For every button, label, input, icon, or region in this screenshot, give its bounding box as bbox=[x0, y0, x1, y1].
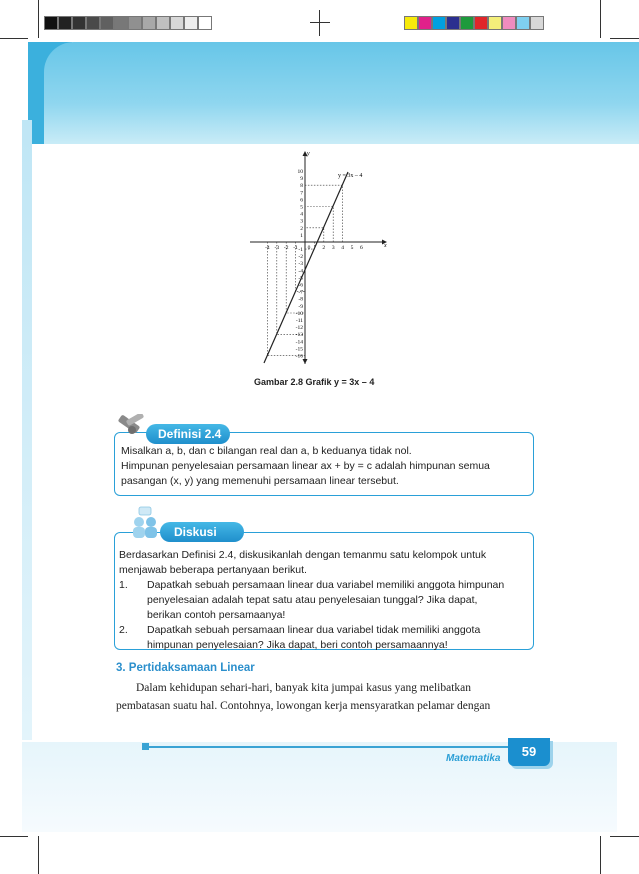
crop-mark bbox=[610, 38, 639, 39]
y-tick: -1 bbox=[298, 247, 303, 253]
crop-mark bbox=[0, 38, 28, 39]
x-tick: 6 bbox=[360, 245, 363, 251]
y-tick: -15 bbox=[295, 346, 303, 353]
paragraph-line: pembatasan suatu hal. Contohnya, lowongan kerja mensyaratkan pelamar dengan bbox=[116, 700, 491, 712]
page-number: 59 bbox=[521, 744, 537, 759]
question-line: Dapatkah sebuah persamaan linear dua variabel memiliki anggota himpunan bbox=[147, 579, 505, 591]
header-band bbox=[44, 42, 639, 144]
y-tick: 9 bbox=[300, 176, 303, 183]
crop-mark bbox=[610, 836, 639, 837]
y-tick-labels-negative bbox=[296, 247, 304, 360]
x-tick: 5 bbox=[350, 245, 354, 251]
y-tick: 3 bbox=[300, 218, 303, 225]
y-tick: -12 bbox=[295, 325, 303, 332]
section-heading: 3. Pertidaksamaan Linear bbox=[116, 662, 255, 674]
question-number: 2. bbox=[119, 624, 128, 636]
equation-label: y = 3x – 4 bbox=[338, 173, 363, 179]
discussion-intro: Berdasarkan Definisi 2.4, diskusikanlah dengan temanmu satu kelompok untuk bbox=[119, 549, 487, 561]
definition-line: pasangan (x, y) yang memenuhi persamaan linear tersebut. bbox=[121, 475, 399, 487]
definition-title-text: Definisi 2.4 bbox=[158, 427, 222, 441]
footer-dot bbox=[142, 743, 149, 750]
footer-line bbox=[148, 746, 508, 748]
y-tick: -10 bbox=[295, 310, 303, 317]
crop-mark bbox=[38, 0, 39, 38]
y-tick: -14 bbox=[295, 339, 303, 346]
discussion-title-text: Diskusi bbox=[174, 525, 217, 539]
y-tick: 8 bbox=[300, 183, 303, 190]
question-line: himpunan penyelesaian? Jika dapat, beri contoh persamaannya! bbox=[147, 639, 448, 651]
definition-title bbox=[146, 424, 230, 444]
definition-line: Himpunan penyelesaian persamaan linear ax + by = c adalah himpunan semua bbox=[121, 460, 490, 472]
y-tick: -3 bbox=[298, 261, 303, 268]
x-tick: 0 bbox=[307, 245, 311, 251]
y-axis-label: y bbox=[307, 151, 310, 157]
discussion-intro: menjawab beberapa pertanyaan berikut. bbox=[119, 564, 307, 576]
x-tick: -4 bbox=[265, 245, 270, 251]
x-tick: -3 bbox=[274, 245, 280, 251]
y-tick: -11 bbox=[295, 318, 303, 324]
crop-mark bbox=[600, 836, 601, 874]
x-tick: 3 bbox=[331, 245, 335, 251]
registration-mark bbox=[319, 10, 320, 36]
y-tick: -9 bbox=[298, 303, 303, 310]
question-line: penyelesaian adalah tepat satu atau penyelesaian tunggal? Jika dapat, bbox=[147, 594, 478, 606]
crop-mark bbox=[38, 836, 39, 874]
book-title: Matematika bbox=[446, 753, 501, 764]
line-graph bbox=[240, 150, 390, 370]
left-strip bbox=[22, 120, 32, 740]
page-number-box bbox=[508, 738, 550, 766]
registration-mark bbox=[310, 22, 330, 23]
figure-caption: Gambar 2.8 Grafik y = 3x – 4 bbox=[254, 377, 375, 387]
y-tick: -2 bbox=[298, 254, 303, 261]
paragraph-line: Dalam kehidupan sehari-hari, banyak kita jumpai kasus yang melibatkan bbox=[136, 682, 471, 694]
crop-mark bbox=[600, 0, 601, 38]
x-tick: -2 bbox=[283, 245, 289, 251]
y-axis-arrow-down bbox=[303, 359, 308, 364]
y-tick: -13 bbox=[295, 332, 303, 339]
y-tick: 5 bbox=[300, 204, 303, 211]
y-tick: -8 bbox=[298, 296, 303, 303]
y-tick: -16 bbox=[295, 353, 303, 360]
y-tick: 1 bbox=[300, 232, 303, 239]
y-tick: 4 bbox=[300, 211, 303, 218]
pin-icon bbox=[116, 414, 150, 442]
y-tick: 6 bbox=[300, 197, 303, 204]
x-axis-label: x bbox=[384, 243, 387, 249]
y-tick: 10 bbox=[297, 169, 303, 175]
x-tick: -1 bbox=[293, 245, 298, 251]
y-tick: -5 bbox=[298, 275, 303, 282]
y-tick-labels-positive bbox=[298, 169, 304, 239]
y-tick: 7 bbox=[300, 190, 303, 197]
y-tick: -7 bbox=[298, 289, 303, 296]
x-tick: 2 bbox=[322, 245, 326, 251]
discussion-title bbox=[160, 522, 244, 542]
people-icon bbox=[128, 506, 162, 540]
x-tick: 4 bbox=[341, 245, 344, 251]
crop-mark bbox=[0, 836, 28, 837]
y-tick: -4 bbox=[298, 268, 303, 275]
y-tick: -6 bbox=[298, 282, 303, 289]
definition-line: Misalkan a, b, dan c bilangan real dan a, b keduanya tidak nol. bbox=[121, 445, 412, 457]
question-number: 1. bbox=[119, 579, 128, 591]
y-tick: 2 bbox=[300, 225, 303, 232]
question-line: Dapatkah sebuah persamaan linear dua variabel tidak memiliki anggota bbox=[147, 624, 481, 636]
question-line: berikan contoh persamaanya! bbox=[147, 609, 286, 621]
